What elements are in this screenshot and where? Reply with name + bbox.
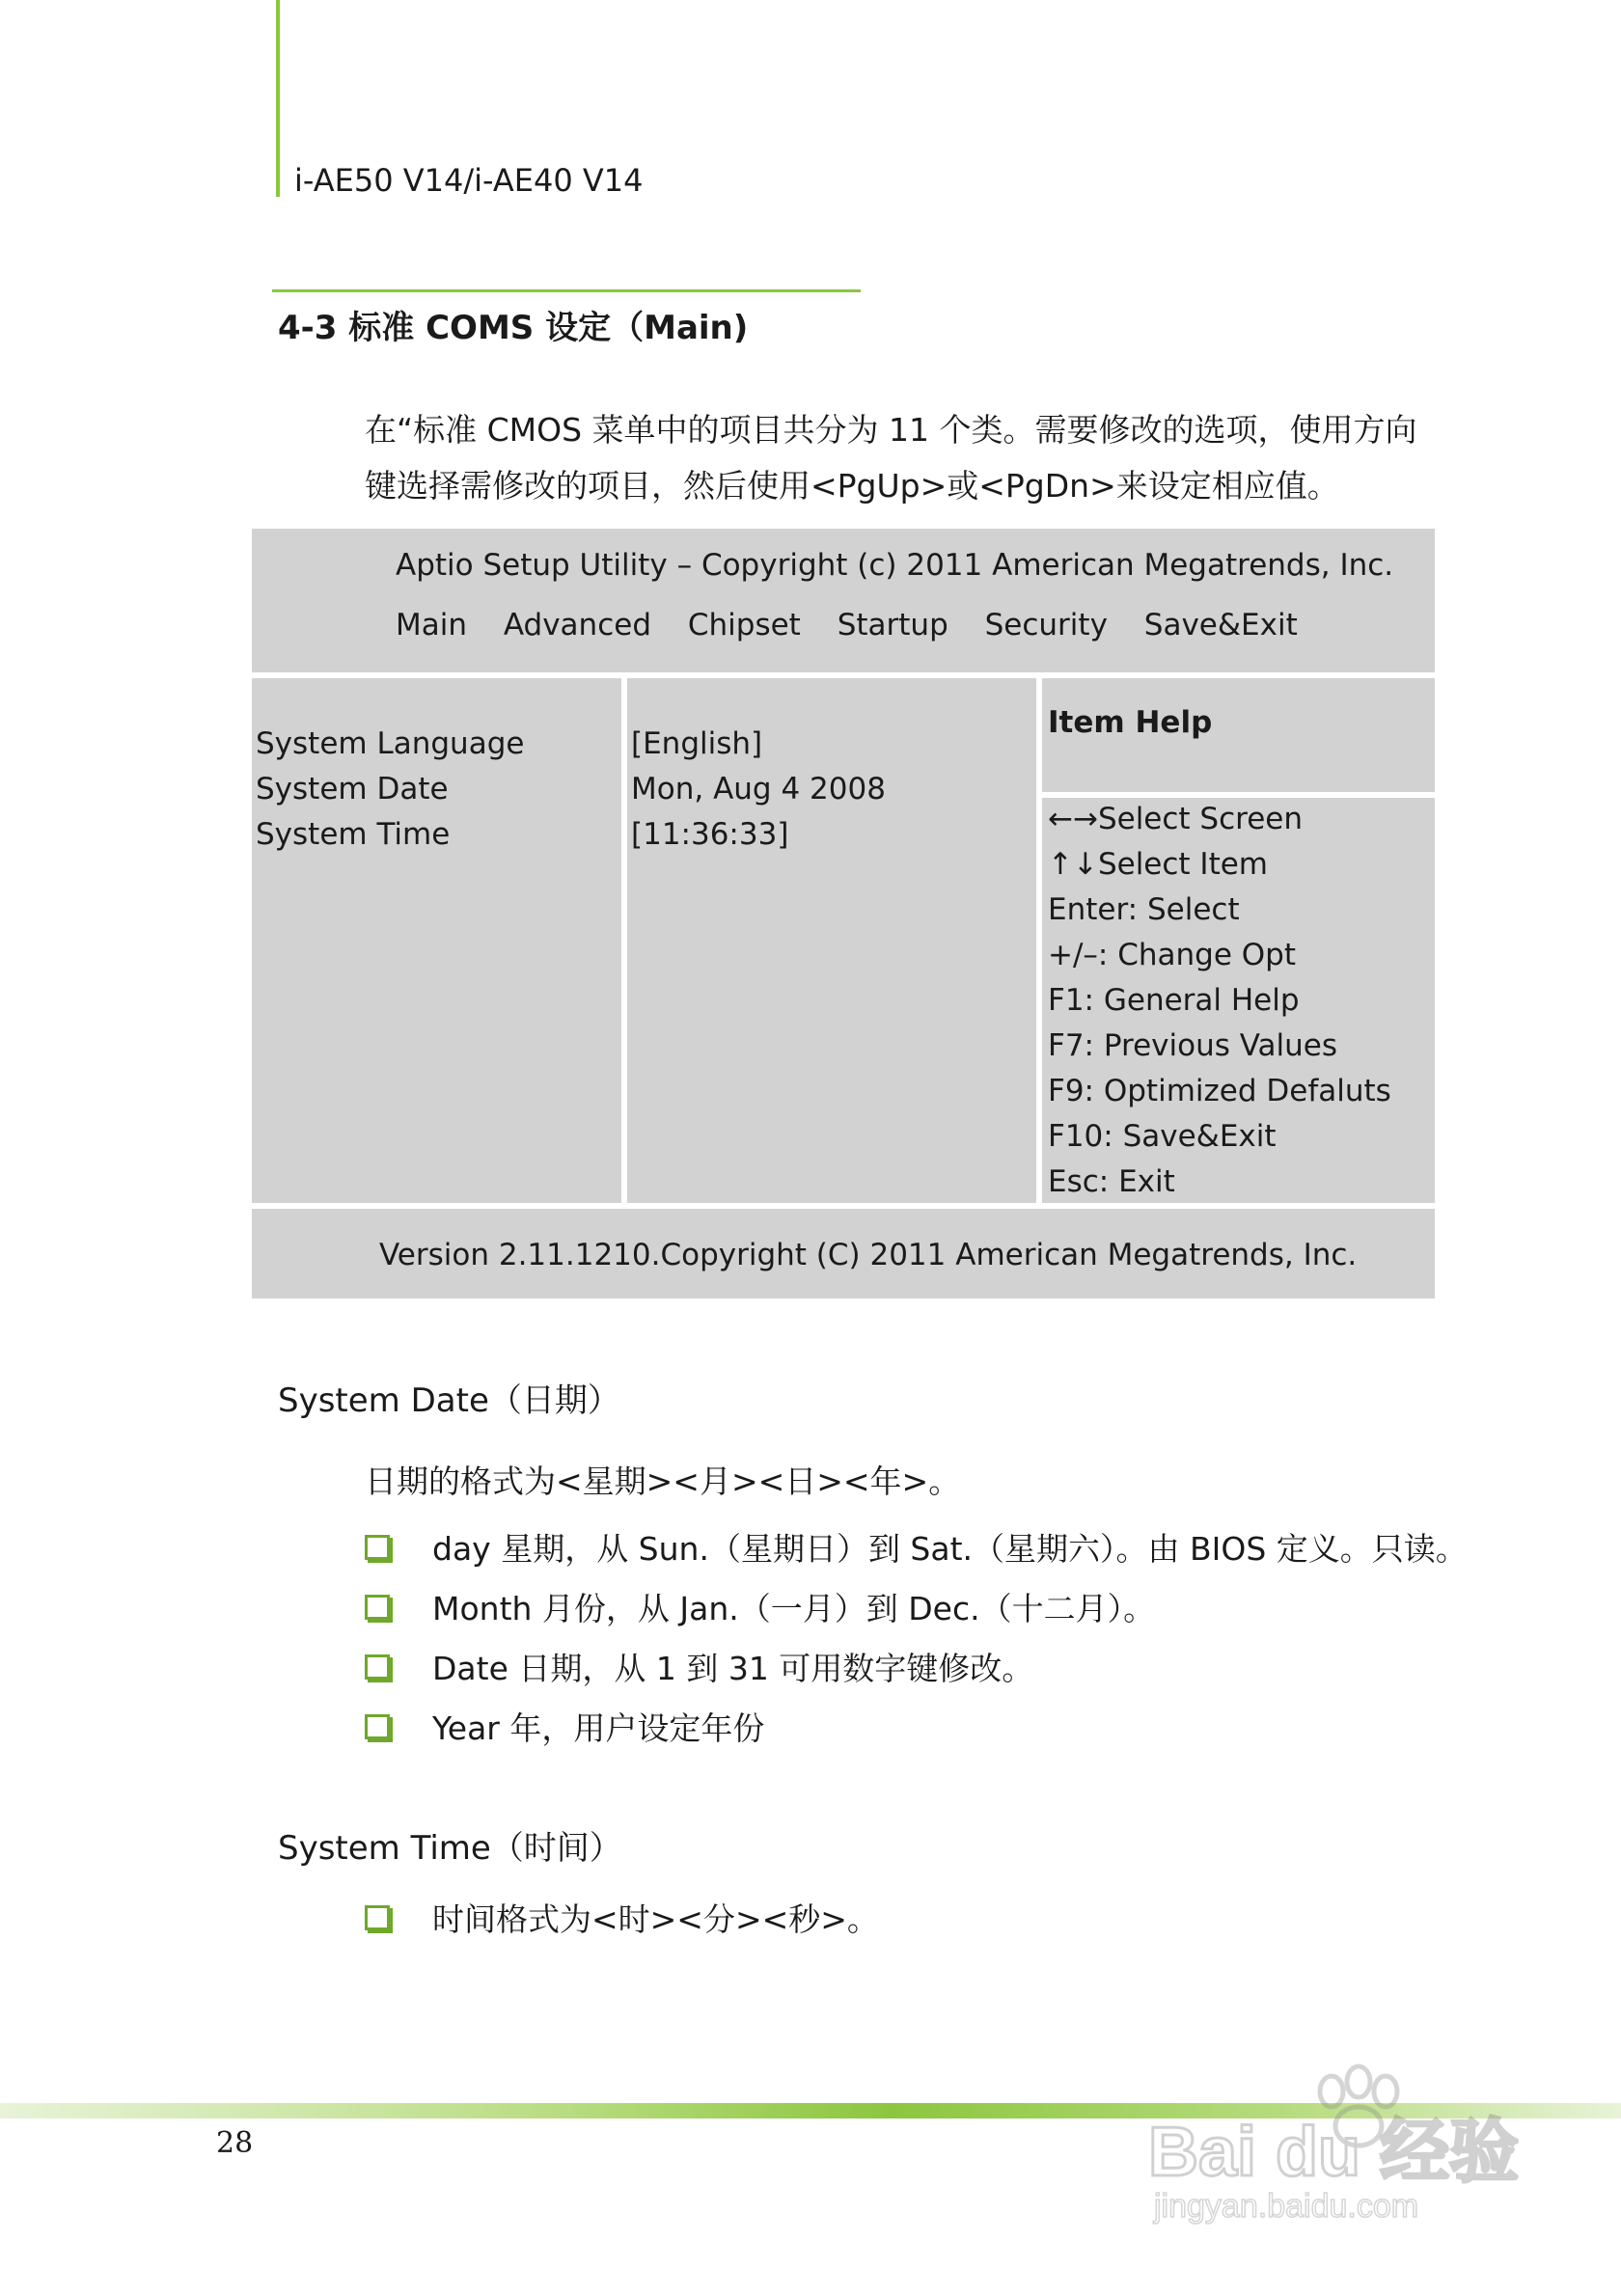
header-accent-bar [276, 0, 280, 197]
help-line: Enter: Select [1048, 892, 1240, 927]
bios-menu [396, 608, 1325, 642]
list-item [365, 1704, 764, 1749]
checkbox-bullet-icon [365, 1714, 390, 1739]
item-label-time[interactable]: System Time [256, 817, 451, 852]
bios-menu-advanced[interactable]: Advanced [503, 608, 651, 642]
bios-header [252, 529, 1435, 672]
bullet-text: 时间格式为<时><分><秒>。 [432, 1900, 879, 1938]
help-line: F10: Save&Exit [1048, 1119, 1277, 1154]
intro-line-1: 在“标准 CMOS 菜单中的项目共分为 11 个类。需要修改的选项，使用方向 [365, 411, 1417, 449]
checkbox-bullet-icon [365, 1595, 390, 1620]
bios-footer [252, 1209, 1435, 1298]
help-line: ←→Select Screen [1048, 802, 1304, 836]
bios-menu-chipset[interactable]: Chipset [687, 608, 801, 642]
list-item [365, 1524, 1468, 1570]
bios-menu-save-exit[interactable]: Save&Exit [1143, 608, 1298, 642]
bios-menu-main[interactable]: Main [396, 608, 468, 642]
bullet-text: Date 日期，从 1 到 31 可用数字键修改。 [432, 1650, 1034, 1687]
item-value-time[interactable]: [11:36:33] [631, 817, 789, 852]
bios-title: Aptio Setup Utility – Copyright (c) 2011 American Megatrends, Inc. [396, 548, 1394, 583]
list-item [365, 1895, 879, 1940]
checkbox-bullet-icon [365, 1905, 390, 1930]
bios-menu-startup[interactable]: Startup [837, 608, 948, 642]
intro-line-2: 键选择需修改的项目，然后使用<PgUp>或<PgDn>来设定相应值。 [365, 467, 1339, 505]
system-time-heading: System Time（时间） [278, 1829, 622, 1868]
help-line: ↑↓Select Item [1048, 847, 1269, 882]
bios-version: Version 2.11.1210.Copyright (C) 2011 American Megatrends, Inc. [379, 1238, 1358, 1272]
item-help-panel [1042, 798, 1435, 1203]
help-line: F7: Previous Values [1048, 1028, 1337, 1063]
bios-item-values [627, 678, 1036, 1203]
checkbox-bullet-icon [365, 1654, 390, 1680]
list-item [365, 1644, 1033, 1689]
item-label-date[interactable]: System Date [256, 772, 449, 806]
help-line: F1: General Help [1048, 983, 1300, 1018]
bullet-text: Year 年，用户设定年份 [432, 1709, 765, 1747]
system-date-heading: System Date（日期） [278, 1381, 620, 1420]
list-item [365, 1584, 1155, 1629]
baidu-jingyan-watermark [1148, 2045, 1553, 2228]
bios-screenshot [252, 529, 1435, 1298]
bios-menu-security[interactable]: Security [984, 608, 1108, 642]
bullet-text: day 星期，从 Sun.（星期日）到 Sat.（星期六）。由 BIOS 定义。只读。 [432, 1530, 1468, 1568]
item-value-date[interactable]: Mon, Aug 4 2008 [631, 772, 886, 806]
bios-item-labels [252, 678, 621, 1203]
watermark-brand: Bai du 经验 [1148, 2114, 1520, 2191]
item-help-title: Item Help [1048, 705, 1213, 740]
bullet-text: Month 月份，从 Jan.（一月）到 Dec.（十二月）。 [432, 1590, 1156, 1627]
help-line: +/–: Change Opt [1048, 938, 1296, 972]
help-line: F9: Optimized Defaluts [1048, 1074, 1391, 1108]
section-rule [272, 289, 861, 292]
watermark-url: jingyan.baidu.com [1154, 2188, 1419, 2225]
checkbox-bullet-icon [365, 1535, 390, 1560]
section-title: 4-3 标准 COMS 设定（Main) [278, 309, 749, 347]
date-format-text: 日期的格式为<星期><月><日><年>。 [365, 1462, 961, 1500]
item-help-header [1042, 678, 1435, 792]
page-number: 28 [216, 2126, 254, 2160]
help-line: Esc: Exit [1048, 1164, 1175, 1199]
item-label-language[interactable]: System Language [256, 726, 525, 761]
model-name: i-AE50 V14/i-AE40 V14 [294, 162, 644, 199]
item-value-language[interactable]: [English] [631, 726, 763, 761]
